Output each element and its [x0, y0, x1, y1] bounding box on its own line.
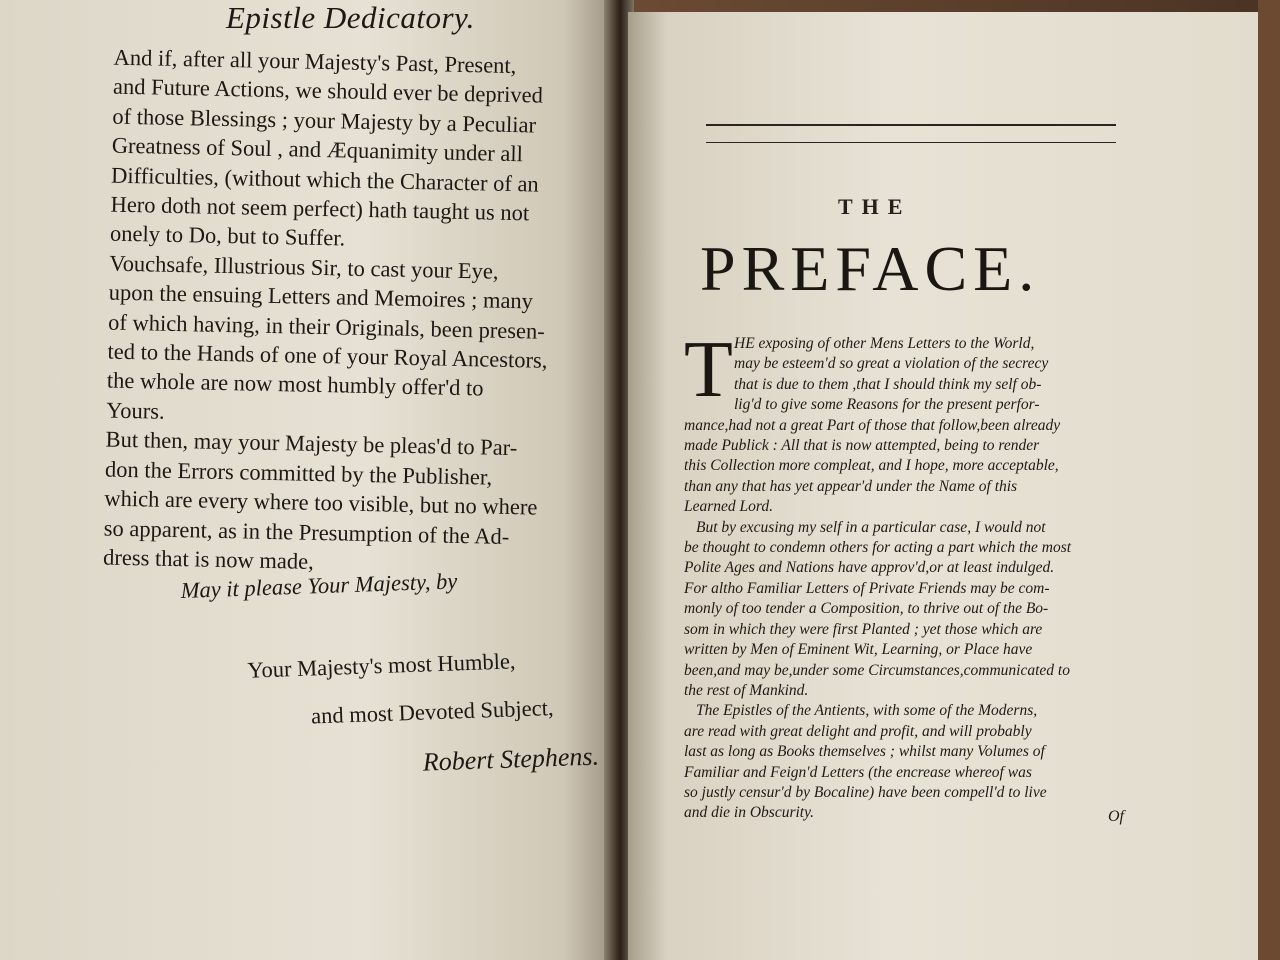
text-line: so apparent, as in the Presumption of the Ad-	[103, 515, 510, 549]
text-line: Difficulties, (without which the Character of an	[110, 162, 539, 197]
text-line: Familiar and Feign'd Letters (the encrease whereof was	[684, 763, 1032, 781]
closing-line: and most Devoted Subject,	[310, 695, 554, 729]
text-line: Vouchsafe, Illustrious Sir, to cast your Eye,	[109, 250, 499, 284]
text-line: and Future Actions, we should ever be deprived	[112, 74, 544, 109]
table-surface	[1258, 0, 1280, 960]
text-line: this Collection more compleat, and I hope, more acceptable,	[684, 457, 1059, 475]
text-line: upon the ensuing Letters and Memoires ; many	[108, 279, 534, 314]
running-head: Epistle Dedicatory.	[226, 0, 475, 35]
paragraph	[73, 424, 576, 581]
text-line: Hero doth not seem perfect) hath taught us not	[110, 191, 530, 226]
page-title: PREFACE.	[700, 233, 1041, 304]
text-line: of those Blessings ; your Majesty by a Peculiar	[112, 103, 537, 138]
header-rule	[706, 142, 1116, 143]
signature: Robert Stephens.	[422, 741, 600, 777]
salutation: May it please Your Majesty, by	[180, 568, 458, 603]
text-line: the whole are now most humbly offer'd to	[106, 368, 484, 401]
right-page	[628, 12, 1280, 960]
text-line: Polite Ages and Nations have approv'd,or at least indulged.	[684, 559, 1055, 577]
text-line: don the Errors committed by the Publisher,	[104, 456, 493, 490]
paragraph	[80, 42, 584, 258]
text-line: The Epistles of the Antients, with some of the Moderns,	[696, 702, 1038, 720]
left-page	[0, 0, 612, 960]
text-line: that is due to them ,that I should think my self ob-	[734, 375, 1042, 393]
text-line: are read with great delight and profit, and will probably	[684, 722, 1032, 740]
text-line: But by excusing my self in a particular case, I would not	[696, 518, 1046, 536]
text-line: been,and may be,under some Circumstances,communicated to	[684, 661, 1070, 679]
text-line: which are every where too visible, but no where	[104, 485, 538, 520]
text-line: Greatness of Soul , and Æquanimity under all	[111, 132, 524, 167]
text-line: dress that is now made,	[102, 544, 315, 574]
text-line: Yours.	[106, 397, 165, 424]
preface-body	[684, 334, 1128, 824]
text-line: Learned Lord.	[684, 498, 773, 516]
catchword: Of	[1108, 808, 1124, 825]
text-line: For altho Familiar Letters of Private Friends may be com-	[684, 579, 1050, 597]
text-line: so justly censur'd by Bocaline) have been compell'd to live	[684, 783, 1047, 801]
pre-title: THE	[838, 194, 912, 219]
text-line: ted to the Hands of one of your Royal Ancestors,	[107, 338, 548, 373]
dedication-body	[73, 42, 584, 582]
text-line: may be esteem'd so great a violation of the secrecy	[734, 355, 1049, 373]
text-line: the rest of Mankind.	[684, 681, 809, 699]
text-line: and die in Obscurity.	[684, 804, 815, 822]
drop-cap: T	[684, 326, 733, 414]
text-line: som in which they were first Planted ; yet those which are	[684, 620, 1043, 638]
closing-line: Your Majesty's most Humble,	[247, 648, 516, 683]
text-line: HE exposing of other Mens Letters to the World,	[734, 335, 1035, 352]
paragraph	[76, 248, 580, 435]
text-line: be thought to condemn others for acting a part which the most	[684, 539, 1072, 557]
text-line: monly of too tender a Composition, to thrive out of the Bo-	[684, 600, 1049, 618]
text-line: mance,had not a great Part of those that follow,been already	[684, 416, 1061, 434]
header-rule	[706, 124, 1116, 126]
text-line: But then, may your Majesty be pleas'd to Par-	[105, 426, 518, 461]
text-line: And if, after all your Majesty's Past, Present,	[113, 44, 517, 79]
text-line: onely to Do, but to Suffer.	[109, 221, 346, 251]
text-line: of which having, in their Originals, been presen-	[107, 309, 546, 344]
text-line: lig'd to give some Reasons for the present perfor-	[734, 396, 1040, 414]
text-line: written by Men of Eminent Wit, Learning, or Place have	[684, 641, 1033, 659]
text-line: last as long as Books themselves ; whilst many Volumes of	[684, 743, 1045, 761]
text-line: made Publick : All that is now attempted, being to render	[684, 437, 1040, 455]
text-line: than any that has yet appear'd under the Name of this	[684, 477, 1018, 495]
